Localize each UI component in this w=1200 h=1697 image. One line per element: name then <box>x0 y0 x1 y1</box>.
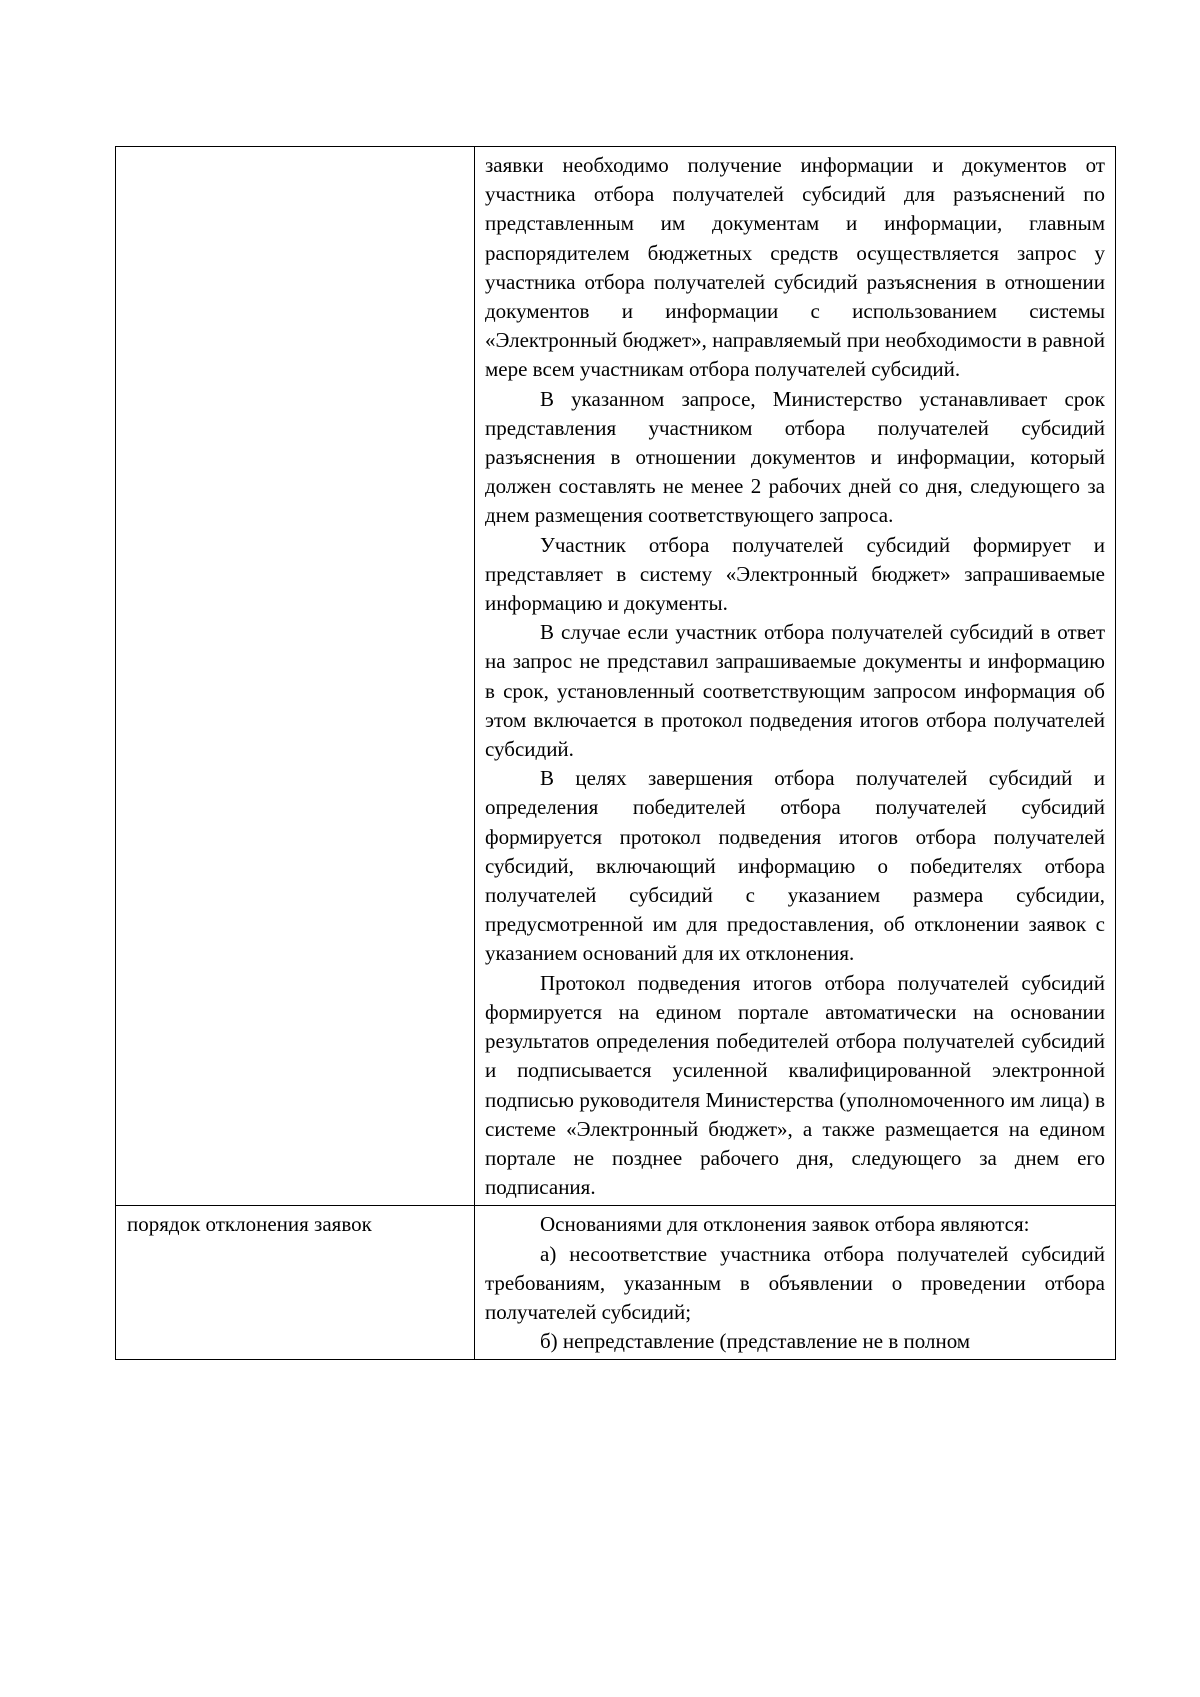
table-row <box>116 1206 1116 1360</box>
paragraph: Участник отбора получателей субсидий формирует и представляет в систему «Электронный бюджет» запрашиваемые информацию и документы. <box>485 532 1105 616</box>
procedure-table <box>115 146 1116 1360</box>
paragraph: В случае если участник отбора получателей субсидий в ответ на запрос не представил запрашиваемые документы и информацию в срок, установленный соответствующим запросом информация об этом включается в протокол подведения итогов отбора получателей субсидий. <box>485 620 1105 762</box>
list-item: а) несоответствие участника отбора получателей субсидий требованиям, указанным в объявлении о проведении отбора получателей субсидий; <box>485 1241 1105 1324</box>
row-label-cell <box>116 147 475 1206</box>
table-row <box>116 147 1116 1206</box>
row-content-cell <box>475 147 1116 1206</box>
paragraph: Протокол подведения итогов отбора получателей субсидий формируется на едином портале автоматически на основании результатов определения победителей отбора получателей субсидий и подписывается усиленной квалифицированной электронной подписью руководителя Министерства (уполномоченного им лица) в системе «Электронный бюджет», а также размещается на едином портале не позднее рабочего дня, следующего за днем его подписания. <box>485 970 1105 1200</box>
list-item: б) непредставление (представление не в полном <box>540 1329 971 1354</box>
paragraph: В указанном запросе, Министерство устанавливает срок представления участником отбора получателей субсидий разъяснения в отношении документов и информации, который должен составлять не менее 2 рабочих дней со дня, следующего за днем размещения соответствующего запроса. <box>485 386 1105 528</box>
row-label-cell: порядок отклонения заявок <box>116 1206 475 1360</box>
paragraph-continuation: заявки необходимо получение информации и документов от участника отбора получателей субсидий для разъяснений по представленным им документам и информации, главным распорядителем бюджетных средств осуществляется запрос у участника отбора получателей субсидий разъяснения в отношении документов и информации с использованием системы «Электронный бюджет», направляемый при необходимости в равной мере всем участникам отбора получателей субсидий. <box>485 153 1105 382</box>
paragraph: Основаниями для отклонения заявок отбора являются: <box>540 1212 1030 1237</box>
paragraph: В целях завершения отбора получателей субсидий и определения победителей отбора получателей субсидий формируется протокол подведения итогов отбора получателей субсидий, включающий информацию о победителях отбора получателей субсидий с указанием размера субсидии, предусмотренной им для предоставления, об отклонении заявок с указанием оснований для их отклонения. <box>485 766 1105 966</box>
row-content-cell <box>475 1206 1116 1360</box>
